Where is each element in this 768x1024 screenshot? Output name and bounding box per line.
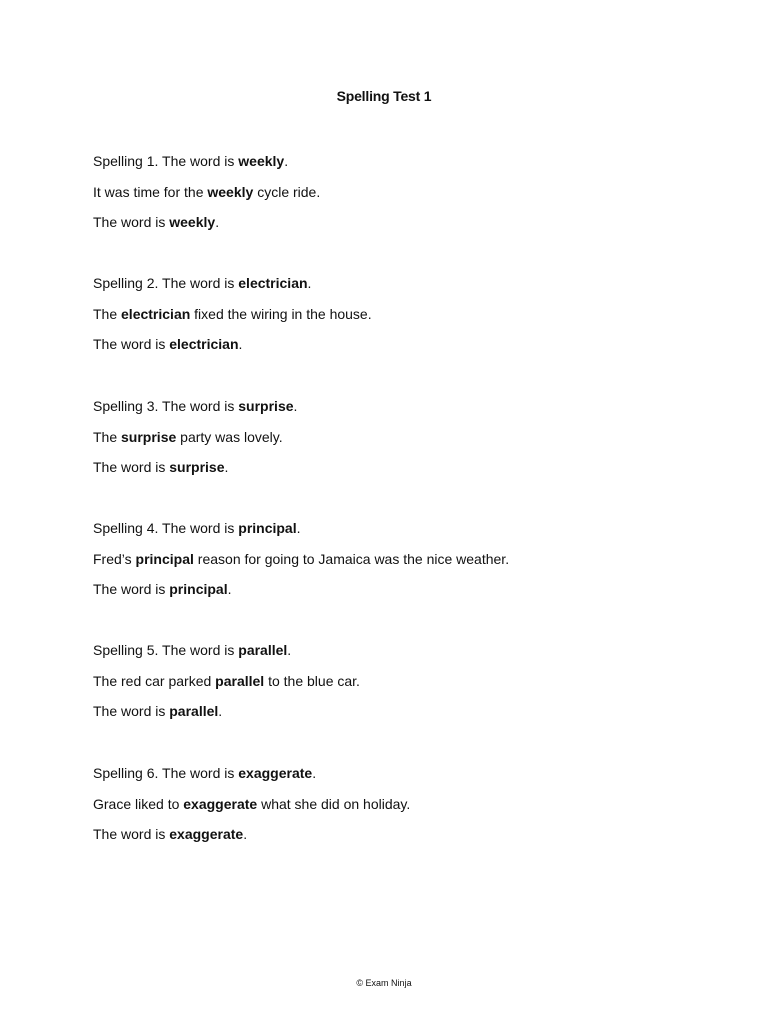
punctuation: . <box>287 642 292 658</box>
repeat-line <box>93 334 713 365</box>
intro-line <box>93 640 713 671</box>
sentence-line <box>93 671 713 702</box>
sentence-after: cycle ride. <box>253 183 321 200</box>
spelling-word: surprise <box>169 459 225 475</box>
spelling-word: principal <box>238 520 297 536</box>
punctuation: . <box>307 275 312 291</box>
repeat-prefix: The word is <box>93 581 170 597</box>
page-title: Spelling Test 1 <box>336 88 432 104</box>
spelling-word: weekly <box>207 183 254 200</box>
intro-line <box>93 151 713 182</box>
intro-line <box>93 396 713 427</box>
intro-prefix: Spelling 4. The word is <box>93 520 239 536</box>
punctuation: . <box>215 214 220 230</box>
spelling-word: parallel <box>169 703 219 719</box>
spelling-word: exaggerate <box>183 795 258 812</box>
sentence-before: The <box>93 305 122 322</box>
sentence-after: to the blue car. <box>264 672 360 689</box>
intro-prefix: Spelling 6. The word is <box>93 765 239 781</box>
punctuation: . <box>284 153 289 169</box>
sentence-line <box>93 427 713 458</box>
sentence-line <box>93 182 713 213</box>
intro-line <box>93 763 713 794</box>
spelling-word: electrician <box>121 305 191 322</box>
sentence-before: The <box>93 428 122 445</box>
spelling-word: principal <box>169 581 228 597</box>
sentence-before: Fred’s <box>93 550 136 567</box>
sentence-before: It was time for the <box>93 183 208 200</box>
punctuation: . <box>296 520 301 536</box>
spelling-word: surprise <box>121 428 177 445</box>
punctuation: . <box>312 765 317 781</box>
punctuation: . <box>238 336 243 352</box>
sentence-before: The red car parked <box>93 672 216 689</box>
intro-prefix: Spelling 5. The word is <box>93 642 239 658</box>
intro-prefix: Spelling 2. The word is <box>93 275 239 291</box>
spelling-word: parallel <box>238 642 288 658</box>
spelling-item-1 <box>93 151 713 243</box>
sentence-after: party was lovely. <box>176 428 283 445</box>
repeat-line <box>93 579 713 610</box>
intro-line <box>93 273 713 304</box>
repeat-prefix: The word is <box>93 459 170 475</box>
sentence-after: reason for going to Jamaica was the nice weather. <box>193 550 510 567</box>
spelling-word: exaggerate <box>238 765 313 781</box>
punctuation: . <box>224 459 229 475</box>
repeat-prefix: The word is <box>93 703 170 719</box>
spelling-word: electrician <box>238 275 308 291</box>
sentence-line <box>93 304 713 335</box>
spelling-word: principal <box>135 550 194 567</box>
punctuation: . <box>293 398 298 414</box>
punctuation: . <box>243 826 248 842</box>
repeat-line <box>93 701 713 732</box>
intro-prefix: Spelling 1. The word is <box>93 153 239 169</box>
footer-copyright: © Exam Ninja <box>356 978 412 988</box>
spelling-word: weekly <box>169 214 216 230</box>
spelling-word: exaggerate <box>169 826 244 842</box>
spelling-word: electrician <box>169 336 239 352</box>
repeat-prefix: The word is <box>93 826 170 842</box>
repeat-line <box>93 212 713 243</box>
sentence-line <box>93 794 713 825</box>
sentence-after: what she did on holiday. <box>257 795 411 812</box>
sentence-line <box>93 549 713 580</box>
repeat-prefix: The word is <box>93 336 170 352</box>
sentence-before: Grace liked to <box>93 795 184 812</box>
punctuation: . <box>227 581 232 597</box>
spelling-word: parallel <box>215 672 265 689</box>
spelling-item-6 <box>93 763 713 855</box>
intro-prefix: Spelling 3. The word is <box>93 398 239 414</box>
repeat-line <box>93 824 713 855</box>
spelling-word: surprise <box>238 398 294 414</box>
spelling-item-2 <box>93 273 713 365</box>
spelling-item-3 <box>93 396 713 488</box>
punctuation: . <box>218 703 223 719</box>
spelling-item-5 <box>93 640 713 732</box>
repeat-prefix: The word is <box>93 214 170 230</box>
spelling-item-4 <box>93 518 713 610</box>
spelling-word: weekly <box>238 153 285 169</box>
sentence-after: fixed the wiring in the house. <box>190 305 372 322</box>
intro-line <box>93 518 713 549</box>
repeat-line <box>93 457 713 488</box>
